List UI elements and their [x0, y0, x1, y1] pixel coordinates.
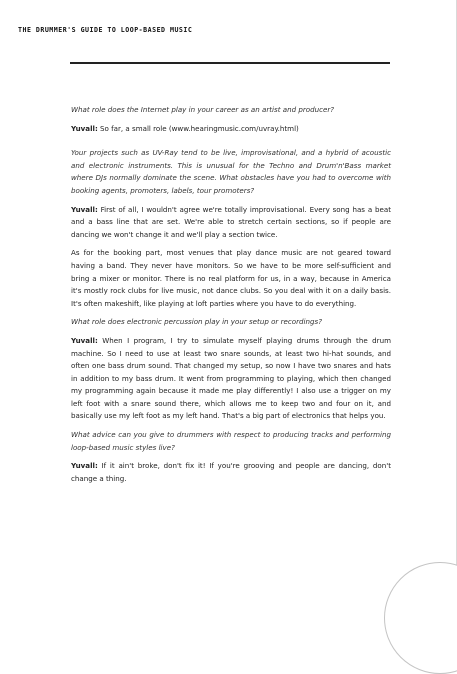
answer-2-paragraph-2: As for the booking part, most venues that play dance music are not geared toward having a band. They never have monitors. So we have to be more self-sufficient and bring a mixer or monitor. There is no real platform for us, in a way, because in America it's mostly rock clubs for live music, not dance clubs. So you deal with it on a daily basis. It's often makeshift, like playing at loft parties where you have to do everything. — [71, 248, 391, 308]
question-4: What advice can you give to drummers with respect to producing tracks and performing loop-based music styles live? — [71, 430, 391, 452]
answer-2 — [71, 204, 391, 242]
interview-body — [71, 104, 391, 485]
question-1: What role does the Internet play in your career as an artist and producer? — [71, 105, 335, 114]
speaker-name: Yuvall: — [71, 123, 98, 133]
running-header: THE DRUMMER'S GUIDE TO LOOP-BASED MUSIC — [18, 26, 193, 34]
answer-4-text: If it ain't broke, don't fix it! If you're grooving and people are dancing, don't change a thing. — [71, 461, 391, 483]
question-2: Your projects such as UV-Ray tend to be live, improvisational, and a hybrid of acoustic and electronic instruments. This is unusual for the Techno and Drum'n'Bass market where DJs normally dominate the scene. What obstacles have you had to overcome with booking agents, promoters, labels, tour promoters? — [71, 148, 391, 195]
answer-1-text: So far, a small role (www.hearingmusic.com/uvray.html) — [97, 123, 299, 133]
answer-4 — [71, 460, 391, 485]
answer-2-text: First of all, I wouldn't agree we're totally improvisational. Every song has a beat and a bass line that are set. We're able to stretch certain sections, so if people are dancing we won't change it and we'll play a section twice. — [71, 204, 391, 239]
speaker-name: Yuvall: — [71, 335, 98, 345]
speaker-name: Yuvall: — [71, 204, 98, 214]
page-corner-curl[interactable] — [384, 562, 457, 674]
answer-1 — [71, 123, 391, 136]
answer-3-text: When I program, I try to simulate myself playing drums through the drum machine. So I need to use at least two snare sounds, at least two hi-hat sounds, and often one bass drum sound. That changed my setup, so now I have two snares and hats in addition to my bass drum. It went from programming to playing, which then changed my programming again because it made me play differently! I also use a trigger on my left foot with a snare sound there, which allows me to keep two and four on it, and basically use my left foot as my left hand. That's a big part of electronics that helps you. — [71, 335, 391, 421]
speaker-name: Yuvall: — [71, 461, 98, 471]
answer-3 — [71, 335, 391, 423]
question-3: What role does electronic percussion play in your setup or recordings? — [71, 317, 322, 327]
header-rule — [70, 62, 390, 64]
